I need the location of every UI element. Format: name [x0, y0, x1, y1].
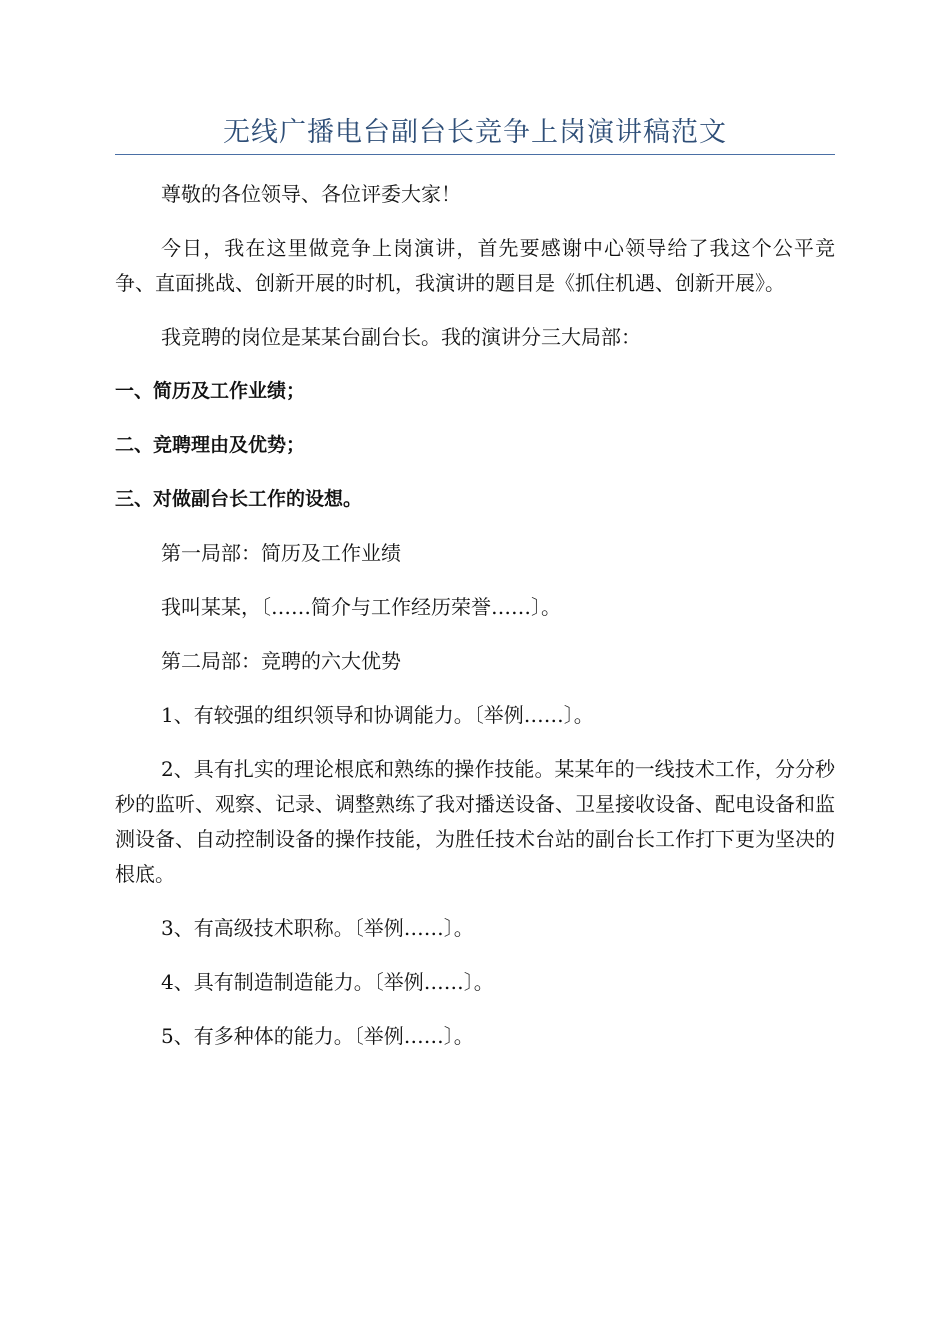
- outline-item-2: 二、竞聘理由及优势；: [115, 434, 306, 456]
- advantage-item-2: 2、具有扎实的理论根底和熟练的操作技能。某某年的一线技术工作，分分秒秒的监听、观察、记录、调整熟练了我对播送设备、卫星接收设备、配电设备和监测设备、自动控制设备的操作技能，为胜任技术台站的副台长工作打下更为坚决的根底。: [115, 757, 835, 886]
- advantage-item-3: 3、有高级技术职称。〔举例……〕。: [161, 916, 474, 940]
- intro-paragraph: 今日，我在这里做竞争上岗演讲，首先要感谢中心领导给了我这个公平竞争、直面挑战、创新开展的时机，我演讲的题目是《抓住机遇、创新开展》。: [115, 236, 835, 295]
- part-1-body: 我叫某某，〔……简介与工作经历荣誉……〕。: [161, 595, 561, 619]
- advantage-item-1: 1、有较强的组织领导和协调能力。〔举例……〕。: [161, 703, 594, 727]
- title-underline: [115, 154, 835, 155]
- outline-item-1: 一、简历及工作业绩；: [115, 380, 306, 402]
- salutation-paragraph: 尊敬的各位领导、各位评委大家！: [161, 182, 461, 206]
- position-paragraph: 我竞聘的岗位是某某台副台长。我的演讲分三大局部：: [161, 325, 641, 349]
- advantage-item-4: 4、具有制造制造能力。〔举例……〕。: [161, 970, 494, 994]
- part-1-title: 第一局部：简历及工作业绩: [161, 541, 401, 565]
- advantage-item-5: 5、有多种体的能力。〔举例……〕。: [161, 1024, 474, 1048]
- document-title: 无线广播电台副台长竞争上岗演讲稿范文: [223, 117, 727, 148]
- document-body: [115, 177, 835, 1073]
- part-2-title: 第二局部：竞聘的六大优势: [161, 649, 401, 673]
- outline-item-3: 三、对做副台长工作的设想。: [115, 488, 363, 510]
